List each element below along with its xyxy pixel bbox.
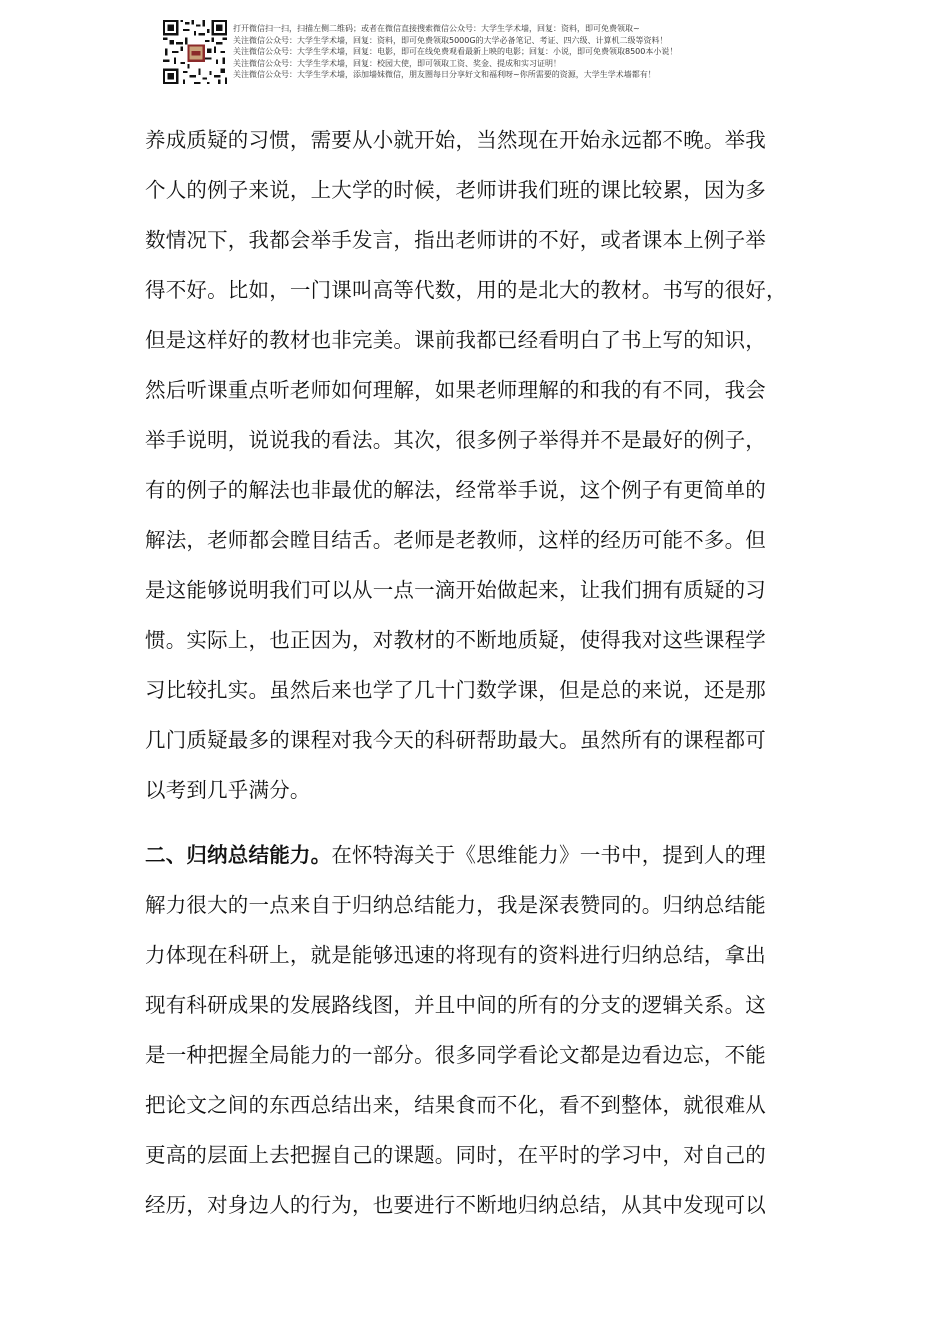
text-line: 有的例子的解法也非最优的解法，经常举手说，这个例子有更简单的 bbox=[145, 478, 766, 502]
text-line: 现有科研成果的发展路线图，并且中间的所有的分支的逻辑关系。这 bbox=[145, 993, 766, 1017]
paragraph-summarizing-ability bbox=[145, 830, 805, 1230]
text-line: 力体现在科研上，就是能够迅速的将现有的资料进行归纳总结，拿出 bbox=[145, 943, 766, 967]
text-line: 数情况下，我都会举手发言，指出老师讲的不好，或者课本上例子举 bbox=[145, 228, 766, 252]
paragraph-questioning-habit bbox=[145, 115, 805, 815]
text-line: 养成质疑的习惯，需要从小就开始，当然现在开始永远都不晚。举我 bbox=[145, 128, 766, 152]
text-line: 解法，老师都会瞠目结舌。老师是老教师，这样的经历可能不多。但 bbox=[145, 528, 766, 552]
promo-text bbox=[233, 23, 793, 81]
promo-line: 关注微信公众号：大学生学术墙，回复：校园大使，即可领取工资、奖金、提成和实习证明！ bbox=[233, 58, 561, 68]
text-line: 得不好。比如，一门课叫高等代数，用的是北大的教材。书写的很好， bbox=[145, 278, 787, 302]
promo-line: 关注微信公众号：大学生学术墙，添加墙妹微信，朋友圈每日分享好文和福利呀~你所需要的资源，大学生学术墙都有！ bbox=[233, 70, 656, 79]
promo-line: 关注微信公众号：大学生学术墙，回复：资料，即可免费领取5000G的大学必备笔记、考证、四六级、计算机二级等资料！ bbox=[233, 35, 668, 45]
promo-line: 关注微信公众号：大学生学术墙，回复：电影，即可在线免费观看最新上映的电影；回复：小说，即可免费领取8500本小说！ bbox=[233, 47, 678, 56]
text-line: 几门质疑最多的课程对我今天的科研帮助最大。虽然所有的课程都可 bbox=[145, 728, 766, 752]
heading-line-rest: 在怀特海关于《思维能力》一书中，提到人的理 bbox=[331, 843, 767, 867]
paragraph-gap bbox=[145, 815, 805, 830]
text-line: 经历，对身边人的行为，也要进行不断地归纳总结，从其中发现可以 bbox=[145, 1193, 766, 1217]
text-line: 但是这样好的教材也非完美。课前我都已经看明白了书上写的知识， bbox=[145, 328, 766, 352]
text-line: 更高的层面上去把握自己的课题。同时，在平时的学习中，对自己的 bbox=[145, 1143, 766, 1167]
text-line: 习比较扎实。虽然后来也学了几十门数学课，但是总的来说，还是那 bbox=[145, 678, 766, 702]
text-line: 解力很大的一点来自于归纳总结能力，我是深表赞同的。归纳总结能 bbox=[145, 893, 766, 917]
text-line: 惯。实际上，也正因为，对教材的不断地质疑，使得我对这些课程学 bbox=[145, 628, 766, 652]
promo-line: 打开微信扫一扫，扫描左侧二维码；或者在微信直接搜索微信公众号：大学生学术墙，回复：资料，即可免费领取~ bbox=[233, 24, 640, 33]
section-heading: 二、归纳总结能力。 bbox=[145, 843, 332, 867]
document-body bbox=[145, 115, 805, 1230]
text-line bbox=[145, 830, 805, 880]
text-line: 是一种把握全局能力的一部分。很多同学看论文都是边看边忘，不能 bbox=[145, 1043, 766, 1067]
text-line: 是这能够说明我们可以从一点一滴开始做起来，让我们拥有质疑的习 bbox=[145, 578, 766, 602]
text-line: 然后听课重点听老师如何理解，如果老师理解的和我的有不同，我会 bbox=[145, 378, 766, 402]
text-line: 个人的例子来说，上大学的时候，老师讲我们班的课比较累，因为多 bbox=[145, 178, 766, 202]
text-line: 以考到几乎满分。 bbox=[145, 778, 311, 802]
text-line: 举手说明，说说我的看法。其次，很多例子举得并不是最好的例子， bbox=[145, 428, 766, 452]
text-line: 把论文之间的东西总结出来，结果食而不化，看不到整体，就很难从 bbox=[145, 1093, 766, 1117]
qr-code-image[interactable] bbox=[163, 20, 227, 84]
promo-header bbox=[163, 20, 783, 86]
